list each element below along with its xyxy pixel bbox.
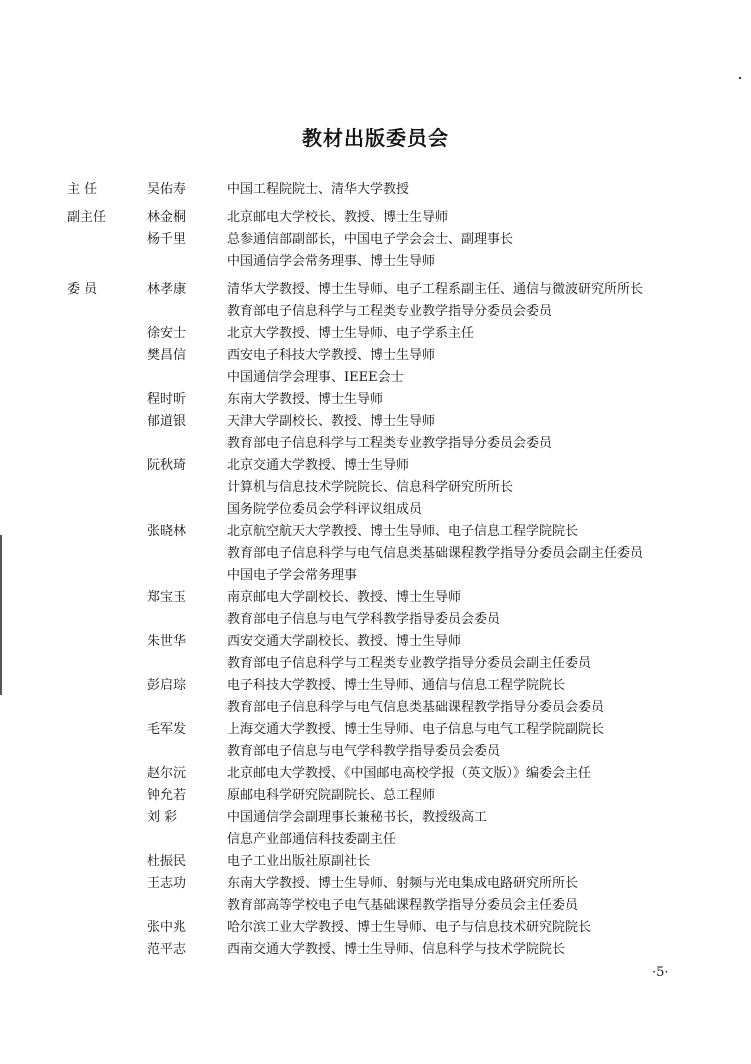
- committee-list: [0, 179, 751, 961]
- member-titles: [227, 229, 751, 273]
- member-title-line: 中国电子学会常务理事: [227, 568, 358, 583]
- member-name: 徐安士: [147, 326, 187, 341]
- member-title-line: 东南大学教授、博士生导师、射频与光电集成电路研究所所长: [227, 876, 579, 891]
- member-titles: [227, 279, 751, 323]
- member-name: 程时昕: [147, 392, 187, 407]
- member-entry: [0, 279, 751, 323]
- member-title-line: 南京邮电大学副校长、教授、博士生导师: [227, 590, 462, 605]
- member-title-line: 西安交通大学副校长、教授、博士生导师: [227, 634, 462, 649]
- member-name: 刘 彩: [147, 810, 178, 825]
- member-titles: [227, 389, 751, 411]
- member-entry: [0, 587, 751, 631]
- member-name: 张晓林: [147, 524, 187, 539]
- member-title-line: 中国通信学会副理事长兼秘书长，教授级高工: [227, 810, 488, 825]
- member-name: 林孝康: [147, 282, 187, 297]
- member-title-line: 教育部电子信息与电气学科教学指导委员会委员: [227, 612, 501, 627]
- member-title-line: 计算机与信息技术学院院长、信息科学研究所所长: [227, 480, 514, 495]
- member-name: 杨千里: [147, 232, 187, 247]
- member-name: 赵尔沅: [147, 766, 187, 781]
- member-titles: [227, 521, 751, 587]
- member-entry: [0, 389, 751, 411]
- member-entry: [0, 939, 751, 961]
- member-entry: [0, 521, 751, 587]
- member-entry: [0, 719, 751, 763]
- member-name: 吴佑寿: [147, 182, 187, 197]
- member-name: 彭启琮: [147, 678, 187, 693]
- member-title-line: 北京邮电大学教授、《中国邮电高校学报（英文版）》编委会主任: [227, 766, 592, 781]
- member-entry: [0, 345, 751, 389]
- member-name: 杜振民: [147, 854, 187, 869]
- member-titles: [227, 345, 751, 389]
- member-entry: [0, 179, 751, 201]
- member-titles: [227, 917, 751, 939]
- member-title-line: 东南大学教授、博士生导师: [227, 392, 384, 407]
- member-name: 朱世华: [147, 634, 187, 649]
- member-title-line: 教育部电子信息与电气学科教学指导委员会委员: [227, 744, 501, 759]
- member-titles: [227, 411, 751, 455]
- member-title-line: 北京邮电大学校长、教授、博士生导师: [227, 210, 449, 225]
- member-name: 郑宝玉: [147, 590, 187, 605]
- member-titles: [227, 939, 751, 961]
- member-name: 樊昌信: [147, 348, 187, 363]
- member-title-line: 教育部电子信息科学与工程类专业教学指导分委员会委员: [227, 304, 553, 319]
- member-entry: [0, 873, 751, 917]
- member-title-line: 中国通信学会常务理事、博士生导师: [227, 254, 436, 269]
- member-name: 郁道银: [147, 414, 187, 429]
- member-title-line: 天津大学副校长、教授、博士生导师: [227, 414, 436, 429]
- member-titles: [227, 719, 751, 763]
- member-entry: [0, 917, 751, 939]
- member-title-line: 国务院学位委员会学科评议组成员: [227, 502, 423, 517]
- committee-group: [0, 179, 751, 201]
- member-entry: [0, 229, 751, 273]
- member-name: 王志功: [147, 876, 187, 891]
- member-entry: [0, 763, 751, 785]
- member-name: 钟允若: [147, 788, 187, 803]
- member-entry: [0, 411, 751, 455]
- member-entry: [0, 323, 751, 345]
- member-titles: [227, 323, 751, 345]
- member-title-line: 原邮电科学研究院副院长、总工程师: [227, 788, 436, 803]
- member-titles: [227, 207, 751, 229]
- member-titles: [227, 675, 751, 719]
- member-titles: [227, 763, 751, 785]
- member-titles: [227, 587, 751, 631]
- role-label: 主 任: [67, 182, 98, 197]
- page-title: 教材出版委员会: [302, 126, 449, 150]
- committee-group: [0, 279, 751, 961]
- member-titles: [227, 873, 751, 917]
- member-title-line: 北京大学教授、博士生导师、电子学系主任: [227, 326, 475, 341]
- member-title-line: 清华大学教授、博士生导师、电子工程系副主任、通信与微波研究所所长: [227, 282, 644, 297]
- member-title-line: 教育部电子信息科学与工程类专业教学指导分委员会委员: [227, 436, 553, 451]
- member-entry: [0, 675, 751, 719]
- role-label: 委 员: [67, 282, 98, 297]
- member-titles: [227, 631, 751, 675]
- member-titles: [227, 807, 751, 851]
- member-title-line: 哈尔滨工业大学教授、博士生导师、电子与信息技术研究院院长: [227, 920, 592, 935]
- member-title-line: 电子工业出版社原副社长: [227, 854, 371, 869]
- member-entry: [0, 785, 751, 807]
- member-title-line: 西南交通大学教授、博士生导师、信息科学与技术学院院长: [227, 942, 566, 957]
- member-titles: [227, 785, 751, 807]
- member-title-line: 中国通信学会理事、IEEE会士: [227, 370, 404, 385]
- member-name: 毛军发: [147, 722, 187, 737]
- member-title-line: 中国工程院院士、清华大学教授: [227, 182, 410, 197]
- member-entry: [0, 207, 751, 229]
- member-title-line: 教育部电子信息科学与工程类专业教学指导分委员会副主任委员: [227, 656, 592, 671]
- member-title-line: 教育部电子信息科学与电气信息类基础课程教学指导分委员会副主任委员: [227, 546, 644, 561]
- member-entry: [0, 455, 751, 521]
- committee-group: [0, 207, 751, 273]
- role-label: 副主任: [67, 210, 107, 225]
- member-titles: [227, 179, 751, 201]
- member-name: 阮秋琦: [147, 458, 187, 473]
- member-entry: [0, 807, 751, 851]
- member-name: 范平志: [147, 942, 187, 957]
- member-title-line: 电子科技大学教授、博士生导师、通信与信息工程学院院长: [227, 678, 566, 693]
- member-entry: [0, 631, 751, 675]
- page-number: ·5·: [652, 965, 669, 980]
- scan-speck: [739, 77, 741, 79]
- member-title-line: 信息产业部通信科技委副主任: [227, 832, 397, 847]
- member-title-line: 西安电子科技大学教授、博士生导师: [227, 348, 436, 363]
- member-title-line: 教育部高等学校电子电气基础课程教学指导分委员会主任委员: [227, 898, 579, 913]
- member-title-line: 上海交通大学教授、博士生导师、电子信息与电气工程学院副院长: [227, 722, 605, 737]
- member-titles: [227, 455, 751, 521]
- member-titles: [227, 851, 751, 873]
- member-title-line: 北京航空航天大学教授、博士生导师、电子信息工程学院院长: [227, 524, 579, 539]
- member-title-line: 北京交通大学教授、博士生导师: [227, 458, 410, 473]
- member-entry: [0, 851, 751, 873]
- member-name: 张中兆: [147, 920, 187, 935]
- member-title-line: 总参通信部副部长，中国电子学会会士、副理事长: [227, 232, 514, 247]
- member-title-line: 教育部电子信息科学与电气信息类基础课程教学指导分委员会委员: [227, 700, 605, 715]
- member-name: 林金桐: [147, 210, 187, 225]
